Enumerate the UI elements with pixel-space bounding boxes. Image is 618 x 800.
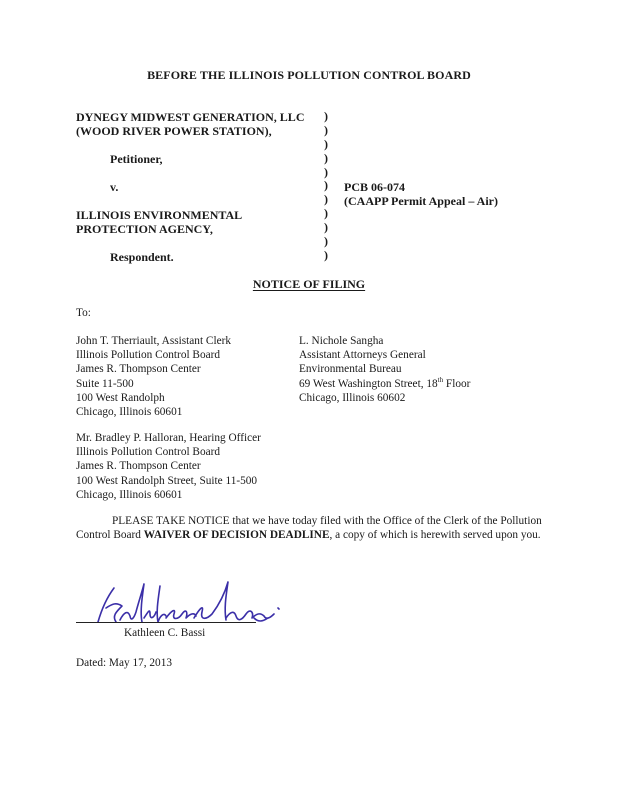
petitioner-line: DYNEGY MIDWEST GENERATION, LLC	[76, 110, 305, 124]
paren: )	[324, 109, 328, 123]
address-line: 100 West Randolph	[76, 391, 165, 404]
attorney-name: L. Nichole Sangha	[299, 335, 384, 347]
paren: )	[324, 220, 328, 235]
attorney-title: Assistant Attorneys General	[299, 349, 426, 362]
petitioner-name	[76, 110, 304, 138]
attorney-city: Chicago, Illinois 60602	[299, 391, 406, 404]
dated-line: Dated: May 17, 2013	[76, 657, 173, 669]
address-line: Illinois Pollution Control Board	[76, 446, 221, 459]
case-number: PCB 06-074	[344, 180, 405, 194]
paren: )	[324, 164, 328, 179]
to-label: To:	[76, 307, 91, 319]
street-floor: Floor	[443, 377, 471, 390]
paren: )	[324, 247, 328, 262]
attorney-address-block	[299, 334, 470, 405]
address-line: Suite 11-500	[76, 377, 134, 390]
versus-label: v.	[110, 180, 119, 194]
street-text: 69 West Washington Street, 18	[299, 377, 438, 390]
petitioner-line: (WOOD RIVER POWER STATION),	[76, 124, 272, 138]
paren: )	[324, 234, 328, 249]
address-line: 100 West Randolph Street, Suite 11-500	[76, 474, 258, 487]
paren: )	[324, 122, 328, 137]
respondent-name	[76, 208, 242, 236]
street-ordinal: th	[437, 375, 444, 384]
address-line: Mr. Bradley P. Halloran, Hearing Officer	[76, 432, 261, 444]
paren: )	[324, 150, 328, 165]
body-text: , a copy of which is herewith served upon you.	[329, 529, 541, 542]
paren: )	[324, 136, 328, 151]
respondent-line: ILLINOIS ENVIRONMENTAL	[76, 208, 243, 222]
filed-document-title: WAIVER OF DECISION DEADLINE	[143, 529, 330, 542]
case-type: (CAAPP Permit Appeal – Air)	[344, 194, 498, 208]
caption-parentheses	[324, 110, 334, 263]
address-line: James R. Thompson Center	[76, 460, 201, 473]
address-line: John T. Therriault, Assistant Clerk	[76, 335, 232, 347]
address-line: James R. Thompson Center	[76, 363, 201, 376]
clerk-address-block	[76, 334, 231, 419]
paren: )	[324, 178, 328, 193]
attorney-street	[299, 377, 470, 391]
notice-body	[76, 514, 546, 542]
paren: )	[324, 206, 328, 221]
notice-title	[0, 277, 618, 292]
address-line: Illinois Pollution Control Board	[76, 349, 221, 362]
address-line: Chicago, Illinois 60601	[76, 405, 183, 418]
respondent-label: Respondent.	[110, 250, 174, 264]
attorney-bureau: Environmental Bureau	[299, 363, 402, 376]
court-header: BEFORE THE ILLINOIS POLLUTION CONTROL BOARD	[147, 68, 471, 82]
address-line: Chicago, Illinois 60601	[76, 488, 183, 501]
paren: )	[324, 192, 328, 207]
respondent-line: PROTECTION AGENCY,	[76, 222, 213, 236]
body-text: PLEASE TAKE NOTICE that we have today filed with the Office of the Clerk of the Pollution Control Board	[76, 515, 542, 542]
signature-line	[76, 622, 256, 623]
signer-name: Kathleen C. Bassi	[124, 627, 206, 639]
hearing-officer-address-block	[76, 431, 261, 502]
petitioner-label: Petitioner,	[110, 152, 163, 166]
notice-title-text: NOTICE OF FILING	[252, 277, 366, 291]
